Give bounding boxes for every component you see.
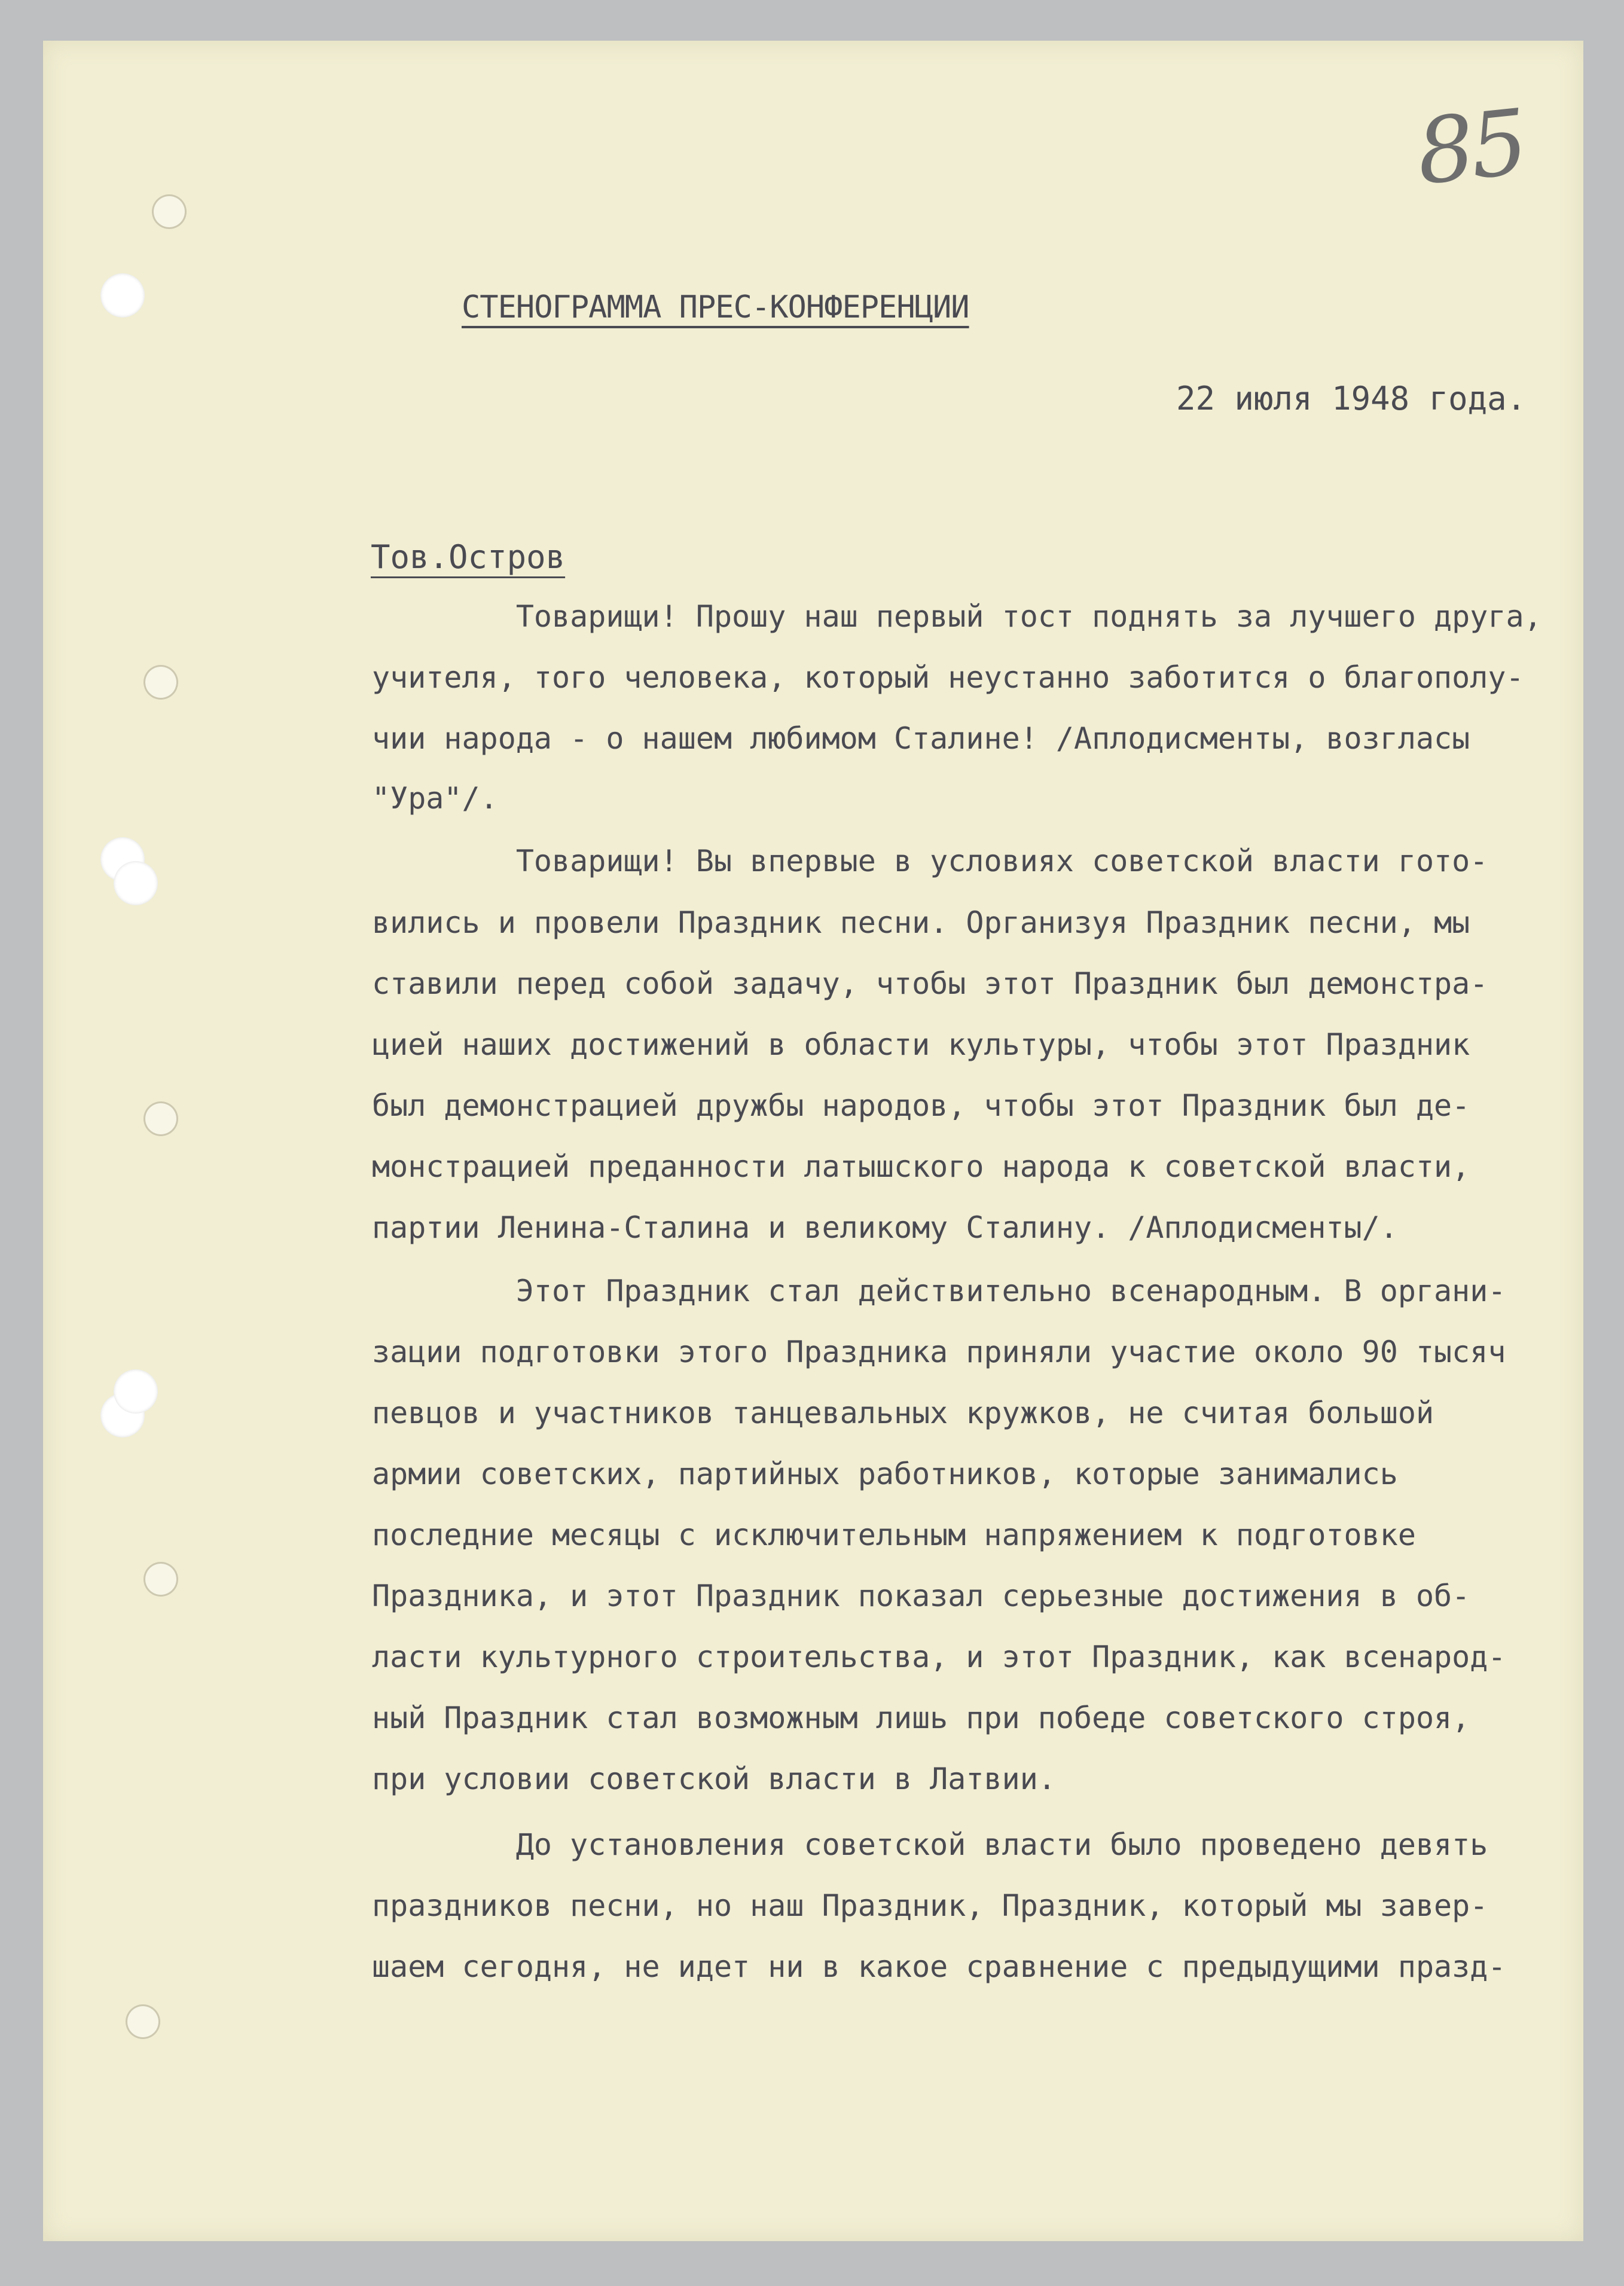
staple-dent-decoration xyxy=(144,1101,178,1136)
text-line: Товарищи! Прошу наш первый тост поднять за лучшего друга, xyxy=(372,599,1542,634)
text-line: До установления советской власти было проведено девять xyxy=(372,1827,1488,1862)
text-line: был демонстрацией дружбы народов, чтобы этот Праздник был де- xyxy=(372,1088,1470,1123)
text-line: ставили перед собой задачу, чтобы этот Праздник был демонстра- xyxy=(372,966,1488,1001)
speaker-name: Тов.Остров xyxy=(371,538,566,576)
text-line: партии Ленина-Сталина и великому Сталину. /Аплодисменты/. xyxy=(372,1210,1398,1245)
text-line: ласти культурного строительства, и этот Праздник, как всенарод- xyxy=(372,1640,1506,1674)
staple-dent-decoration xyxy=(126,2004,160,2039)
punch-hole-decoration xyxy=(114,861,158,905)
text-line: последние месяцы с исключительным напряжением к подготовке xyxy=(372,1518,1416,1552)
text-line: зации подготовки этого Праздника приняли участие около 90 тысяч xyxy=(372,1335,1506,1369)
document-date: 22 июля 1948 года. xyxy=(1176,380,1527,417)
text-line: певцов и участников танцевальных кружков, не считая большой xyxy=(372,1396,1434,1430)
staple-dent-decoration xyxy=(144,1562,178,1597)
text-line: Товарищи! Вы впервые в условиях советской власти гото- xyxy=(372,844,1488,878)
text-line: при условии советской власти в Латвии. xyxy=(372,1762,1056,1796)
text-line: цией наших достижений в области культуры, чтобы этот Праздник xyxy=(372,1027,1470,1062)
text-line: вились и провели Праздник песни. Организуя Праздник песни, мы xyxy=(372,905,1470,940)
text-line: ный Праздник стал возможным лишь при победе советского строя, xyxy=(372,1701,1470,1735)
staple-dent-decoration xyxy=(152,194,187,229)
text-line: учителя, того человека, который неустанно заботится о благополу- xyxy=(372,660,1524,695)
punch-hole-decoration xyxy=(114,1369,158,1414)
text-line: шаем сегодня, не идет ни в какое сравнение с предыдущими празд- xyxy=(372,1949,1506,1984)
page-number: 85 xyxy=(1412,90,1530,205)
document-title: СТЕНОГРАММА ПРЕС-КОНФЕРЕНЦИИ xyxy=(462,289,969,325)
text-line: "Ура"/. xyxy=(372,781,498,816)
punch-hole-decoration xyxy=(100,273,145,318)
text-line: армии советских, партийных работников, которые занимались xyxy=(372,1457,1398,1491)
text-line: Праздника, и этот Праздник показал серьезные достижения в об- xyxy=(372,1579,1470,1613)
text-line: Этот Праздник стал действительно всенародным. В органи- xyxy=(372,1274,1506,1308)
text-line: праздников песни, но наш Праздник, Праздник, который мы завер- xyxy=(372,1888,1488,1923)
staple-dent-decoration xyxy=(144,665,178,700)
text-line: чии народа - о нашем любимом Сталине! /Аплодисменты, возгласы xyxy=(372,721,1470,756)
text-line: монстрацией преданности латышского народа к советской власти, xyxy=(372,1149,1470,1184)
